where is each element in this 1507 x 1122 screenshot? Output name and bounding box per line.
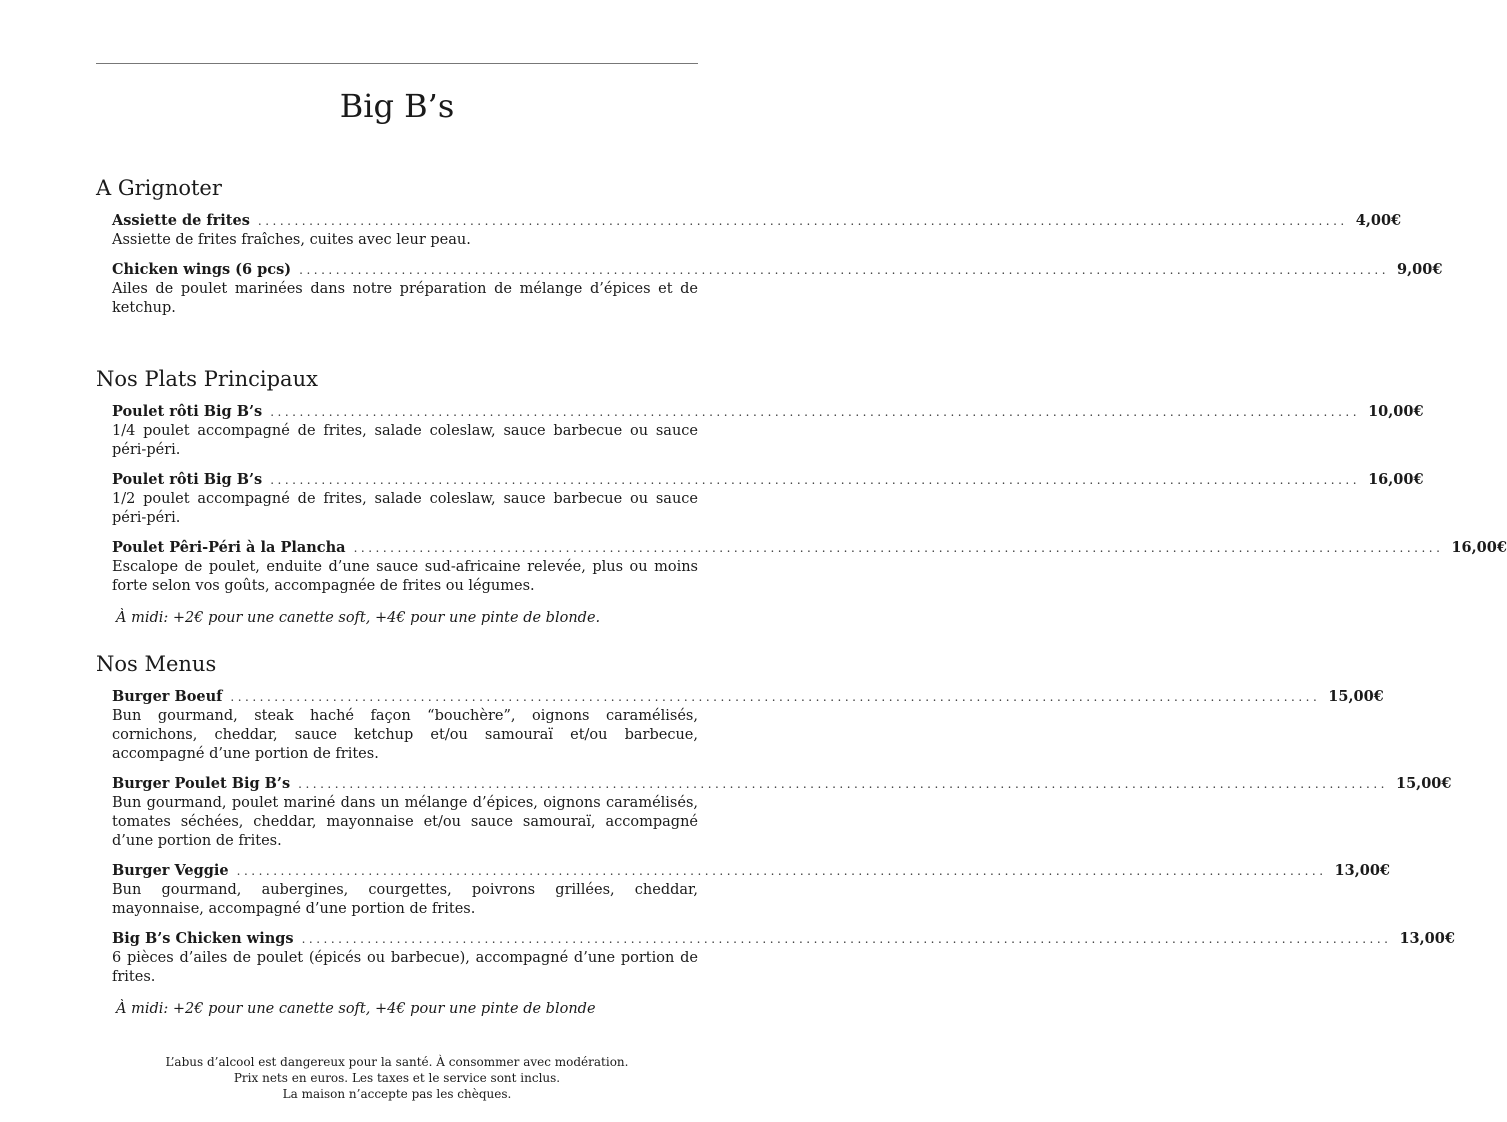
menu-item (112, 402, 1424, 460)
footer-line-alcohol: L’abus d’alcool est dangereux pour la santé. À consommer avec modération. (165, 1055, 629, 1069)
item-name: Poulet rôti Big B’s (112, 471, 263, 488)
page-title: Big B’s (339, 87, 455, 125)
section-title: Nos Menus (96, 652, 217, 676)
footer-line-prices: Prix nets en euros. Les taxes et le service sont inclus. (233, 1071, 561, 1085)
item-name: Big B’s Chicken wings (112, 930, 294, 947)
section-nos-menus (96, 651, 1455, 1019)
dot-leader: ..................................................................................................................................................... (230, 690, 1321, 704)
lunch-note: À midi: +2€ pour une canette soft, +4€ pour une pinte de blonde (116, 1001, 596, 1017)
section-a-grignoter (96, 175, 1443, 318)
item-price: 16,00€ (1451, 539, 1507, 556)
footer-line-cheques: La maison n’accepte pas les chèques. (282, 1087, 512, 1101)
menu-item (112, 929, 1455, 987)
dot-leader: ..................................................................................................................................................... (299, 263, 1390, 277)
menu-item (112, 470, 1424, 528)
item-description: Ailes de poulet marinées dans notre préparation de mélange d’épices et de ketchup. (112, 281, 698, 316)
item-name: Assiette de frites (112, 212, 250, 229)
item-price: 13,00€ (1399, 930, 1455, 947)
section-plats-principaux (96, 366, 1507, 628)
item-name: Chicken wings (6 pcs) (112, 261, 292, 278)
dot-leader: ..................................................................................................................................................... (270, 405, 1361, 419)
item-price: 9,00€ (1397, 261, 1443, 278)
item-price: 15,00€ (1395, 775, 1452, 792)
item-name: Poulet Pêri-Péri à la Plancha (112, 539, 346, 556)
menu-item (112, 260, 1443, 318)
section-title: Nos Plats Principaux (96, 367, 318, 391)
dot-leader: ..................................................................................................................................................... (236, 864, 1327, 878)
item-name: Burger Veggie (112, 862, 229, 879)
menu-item (112, 211, 1402, 250)
lunch-note: À midi: +2€ pour une canette soft, +4€ pour une pinte de blonde. (116, 610, 601, 626)
item-description: 1/2 poulet accompagné de frites, salade coleslaw, sauce barbecue ou sauce péri-péri. (112, 491, 698, 526)
menu-item (112, 861, 1391, 919)
dot-leader: ..................................................................................................................................................... (353, 541, 1444, 555)
item-name: Poulet rôti Big B’s (112, 403, 263, 420)
item-description: Escalope de poulet, enduite d’une sauce sud-africaine relevée, plus ou moins forte selon vos goûts, accompagnée de frites ou légumes. (112, 559, 698, 594)
item-description: Bun gourmand, steak haché façon “bouchère”, oignons caramélisés, cornichons, cheddar, sauce ketchup et/ou samouraï et/ou barbecue, accompagné d’une portion de frites. (112, 708, 698, 762)
item-price: 4,00€ (1355, 212, 1402, 229)
menu-item (112, 538, 1507, 596)
item-name: Burger Boeuf (112, 688, 223, 705)
item-price: 15,00€ (1328, 688, 1384, 705)
dot-leader: ..................................................................................................................................................... (270, 473, 1361, 487)
footer-notice (96, 1054, 698, 1102)
menu-item (112, 774, 1452, 851)
dot-leader: ..................................................................................................................................................... (301, 932, 1392, 946)
dot-leader: ..................................................................................................................................................... (257, 214, 1348, 228)
item-price: 13,00€ (1334, 862, 1391, 879)
item-price: 16,00€ (1368, 471, 1424, 488)
item-description: Bun gourmand, poulet mariné dans un mélange d’épices, oignons caramélisés, tomates séchées, cheddar, mayonnaise et/ou sauce samouraï, accompagné d’une portion de frites. (112, 795, 698, 849)
item-description: 1/4 poulet accompagné de frites, salade coleslaw, sauce barbecue ou sauce péri-péri. (112, 423, 698, 458)
section-title: A Grignoter (96, 176, 222, 200)
item-description: Bun gourmand, aubergines, courgettes, poivrons grillées, cheddar, mayonnaise, accompagné d’une portion de frites. (112, 882, 698, 917)
top-rule (96, 63, 698, 64)
item-description: 6 pièces d’ailes de poulet (épicés ou barbecue), accompagné d’une portion de frites. (112, 950, 698, 985)
item-name: Burger Poulet Big B’s (112, 775, 291, 792)
item-description: Assiette de frites fraîches, cuites avec leur peau. (112, 232, 471, 248)
dot-leader: ..................................................................................................................................................... (298, 777, 1388, 791)
item-price: 10,00€ (1368, 403, 1424, 420)
menu-item (112, 687, 1384, 764)
